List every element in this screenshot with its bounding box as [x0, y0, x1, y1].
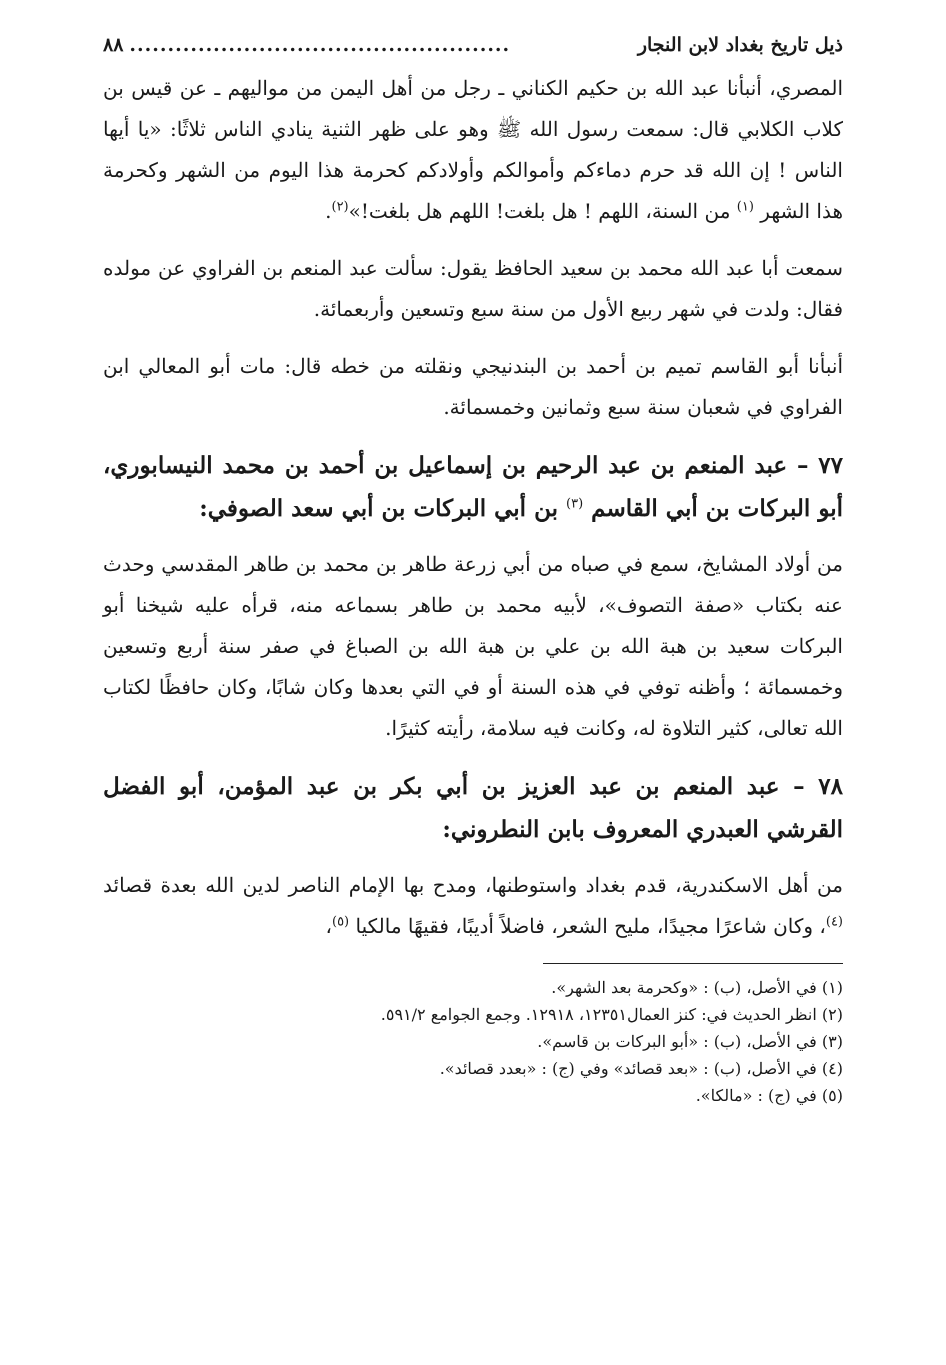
- footnote-5: (٥) في (ج) : «مالكا».: [695, 1086, 843, 1105]
- page: [103, 28, 843, 1109]
- entry-77-heading-part-1: ٧٧ – عبد المنعم بن عبد الرحيم بن إسماعيل بن أحمد بن محمد النيسابوري، أبو البركات بن أبي القاسم: [103, 452, 843, 522]
- entry-78-body: [103, 865, 843, 947]
- page-number: ٨٨: [103, 34, 124, 56]
- footnote-ref-1[interactable]: (١): [736, 199, 754, 215]
- footnote-ref-5[interactable]: (٥): [331, 914, 350, 930]
- paragraph-hadith: [103, 68, 843, 232]
- footnote-ref-4[interactable]: (٤): [825, 914, 843, 930]
- footnote-ref-2[interactable]: (٢): [331, 199, 349, 215]
- leader-dots: ..................................................: [129, 34, 511, 56]
- footnote-separator: [543, 963, 843, 964]
- hadith-text-part-2: من السنة، اللهم ! هل بلغت! اللهم هل بلغت!»: [348, 199, 731, 223]
- entry-78-heading: ٧٨ – عبد المنعم بن عبد العزيز بن أبي بكر بن عبد المؤمن، أبو الفضل القرشي العبدري المعروف بابن النطروني:: [103, 773, 843, 843]
- hadith-text-part-1: المصري، أنبأنا عبد الله بن حكيم الكناني ـ رجل من أهل اليمن من مواليهم ـ عن قيس بن كلاب الكلابي قال: سمعت رسول الله ﷺ وهو على ظهر الثنية ينادي الناس ثلاثًا: «يا أيها الناس ! إن الله قد حرم دماءكم وأموالكم وأولادكم كحرمة هذا اليوم من الشهر وكحرمة هذا الشهر: [103, 76, 843, 223]
- paragraph-death: أنبأنا أبو القاسم تميم بن أحمد بن البندنيجي ونقلته من خطه قال: مات أبو المعالي ابن الفراوي في شعبان سنة سبع وثمانين وخمسمائة.: [103, 354, 843, 419]
- entry-78-body-part-2: ، وكان شاعرًا مجيدًا، مليح الشعر، فاضلاً أديبًا، فقيهًا مالكيا: [355, 914, 826, 938]
- paragraph-birth: سمعت أبا عبد الله محمد بن سعيد الحافظ يقول: سألت عبد المنعم بن الفراوي عن مولده فقال: ولدت في شهر ربيع الأول من سنة سبع وتسعين وأربعمائة.: [103, 256, 843, 321]
- footnotes: [103, 974, 843, 1109]
- running-header: [103, 28, 843, 68]
- footnote-ref-3[interactable]: (٣): [566, 496, 584, 512]
- hadith-text-end: .: [325, 199, 332, 223]
- book-title: ذيل تاريخ بغداد لابن النجار: [637, 34, 843, 56]
- entry-78-body-part-3: ،: [325, 914, 332, 938]
- footnote-4: (٤) في الأصل، (ب) : «بعد قصائد» وفي (ج) : «بعدد قصائد».: [439, 1059, 843, 1078]
- footnote-3: (٣) في الأصل، (ب) : «أبو البركات بن قاسم».: [537, 1032, 843, 1051]
- footnote-2: (٢) انظر الحديث في: كنز العمال١٢٣٥١، ١٢٩١٨. وجمع الجوامع ٥٩١/٢.: [380, 1005, 843, 1024]
- entry-77-body: من أولاد المشايخ، سمع في صباه من أبي زرعة طاهر بن محمد بن طاهر المقدسي وحدث عنه بكتاب «صفة التصوف»، لأبيه محمد بن طاهر بسماعه منه، قرأه عليه شيخنا أبو البركات سعيد بن هبة الله بن علي بن هبة الله بن الصباغ في صفر سنة أربع وتسعين وخمسمائة ؛ وأظنه توفي في هذه السنة أو في التي بعدها وكان شابًا، وكان حافظًا لكتاب الله تعالى، كثير التلاوة له، وكانت فيه سلامة، رأيته كثيرًا.: [103, 552, 843, 740]
- entry-77-heading-part-2: بن أبي البركات بن أبي سعد الصوفي:: [199, 495, 558, 522]
- footnote-1: (١) في الأصل، (ب) : «وكحرمة بعد الشهر».: [551, 978, 843, 997]
- entry-78-body-part-1: من أهل الاسكندرية، قدم بغداد واستوطنها، ومدح بها الإمام الناصر لدين الله بعدة قصائد: [103, 873, 843, 897]
- entry-77-heading: [103, 444, 843, 530]
